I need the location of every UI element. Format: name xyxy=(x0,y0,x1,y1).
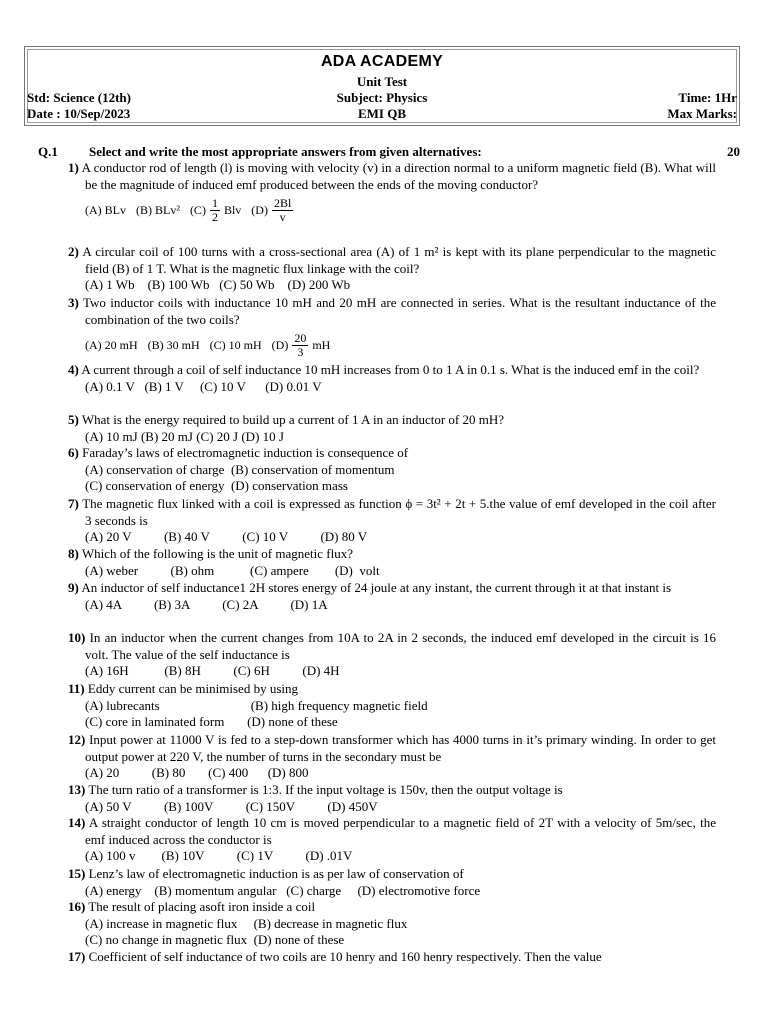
options: (A) lubrecants (B) high frequency magnetic field xyxy=(85,697,428,713)
question-text: Faraday’s laws of electromagnetic induction is consequence of xyxy=(82,445,409,460)
question-number: 4) xyxy=(68,362,79,377)
question-3 xyxy=(68,295,716,362)
question-number: 17) xyxy=(68,949,86,964)
options: (C) no change in magnetic flux (D) none of these xyxy=(85,932,345,948)
question-text: A current through a coil of self inductance 10 mH increases from 0 to 1 A in 0.1 s. What is the induced emf in the coil? xyxy=(81,362,700,377)
options: (A) energy (B) momentum angular (C) charge (D) electromotive force xyxy=(85,882,481,898)
question-16 xyxy=(68,899,716,949)
question-number: 8) xyxy=(68,546,79,561)
question-number: 10) xyxy=(68,630,86,645)
question-text: The result of placing asoft iron inside a coil xyxy=(88,899,316,914)
exam-header xyxy=(24,46,740,126)
options: (A) 100 v (B) 10V (C) 1V (D) .01V xyxy=(85,848,353,864)
option-c: (C) $\frac{1}{2}$ Blv xyxy=(189,195,242,224)
question-text: What is the energy required to build up a current of 1 A in an inductor of 20 mH? xyxy=(81,412,505,427)
options: (A) weber (B) ohm (C) ampere (D) volt xyxy=(85,562,380,578)
options: (A) 20 (B) 80 (C) 400 (D) 800 xyxy=(85,765,309,781)
question-7 xyxy=(68,496,716,546)
question-number: 16) xyxy=(68,899,86,914)
date: Date : 10/Sep/2023 xyxy=(27,106,131,121)
standard: Std: Science (12th) xyxy=(27,90,131,105)
options xyxy=(68,193,716,227)
question-number: 11) xyxy=(68,681,85,696)
topic: EMI QB xyxy=(357,106,407,121)
question-text: A straight conductor of length 10 cm is moved perpendicular to a magnetic field of 2T with a velocity of 5m/sec, the emf induced across the conductor is xyxy=(85,815,716,847)
options: (A) 0.1 V (B) 1 V (C) 10 V (D) 0.01 V xyxy=(85,378,322,394)
section-number: Q.1 xyxy=(38,144,58,159)
question-number: 15) xyxy=(68,866,86,881)
question-2 xyxy=(68,244,716,294)
option-c: (C) 10 mH xyxy=(209,337,262,352)
options: (C) core in laminated form (D) none of these xyxy=(85,714,338,730)
question-6 xyxy=(68,445,716,495)
question-text: A conductor rod of length (l) is moving with velocity (v) in a direction normal to a uniform magnetic field (B). What will be the magnitude of induced emf produced between the ends of the moving conductor? xyxy=(81,160,716,192)
question-15 xyxy=(68,866,716,899)
question-text: Input power at 11000 V is fed to a step-down transformer which has 4000 turns in it’s primary winding. In order to get output power at 220 V, the number of turns in the secondary must be xyxy=(85,732,716,764)
options: (A) 10 mJ (B) 20 mJ (C) 20 J (D) 10 J xyxy=(85,428,284,444)
question-8 xyxy=(68,546,716,579)
options: (A) conservation of charge (B) conservation of momentum xyxy=(85,461,395,477)
options xyxy=(68,328,716,362)
question-number: 3) xyxy=(68,295,79,310)
question-text: The turn ratio of a transformer is 1:3. If the input voltage is 150v, then the output voltage is xyxy=(88,782,563,797)
question-text: The magnetic flux linked with a coil is expressed as function ϕ = 3t² + 2t + 5.the value of emf developed in the coil after 3 seconds is xyxy=(82,496,717,528)
question-12 xyxy=(68,732,716,782)
option-d: (D) $\frac{2Bl}{v}$ xyxy=(251,195,292,224)
question-text: Coefficient of self inductance of two coils are 10 henry and 160 henry respectively. Then the value xyxy=(88,949,602,964)
options: (A) 1 Wb (B) 100 Wb (C) 50 Wb (D) 200 Wb xyxy=(85,277,351,293)
question-number: 6) xyxy=(68,445,79,460)
question-9 xyxy=(68,580,716,613)
option-b: (B) 30 mH xyxy=(147,337,200,352)
question-14 xyxy=(68,815,716,865)
question-11 xyxy=(68,681,716,731)
question-text: Lenz’s law of electromagnetic induction is as per law of conservation of xyxy=(88,866,464,881)
options: (A) increase in magnetic flux (B) decrease in magnetic flux xyxy=(85,915,408,931)
question-text: An inductor of self inductance1 2H stores energy of 24 joule at any instant, the current through it at that instant is xyxy=(81,580,672,595)
question-10 xyxy=(68,630,716,680)
section-marks: 20 xyxy=(727,144,740,159)
test-type: Unit Test xyxy=(356,74,408,89)
question-number: 12) xyxy=(68,732,86,747)
question-1 xyxy=(68,160,716,227)
question-number: 9) xyxy=(68,580,79,595)
options: (A) 4A (B) 3A (C) 2A (D) 1A xyxy=(85,596,328,612)
question-4 xyxy=(68,362,716,395)
option-a: (A) 20 mH xyxy=(85,337,138,352)
max-marks: Max Marks: xyxy=(667,106,737,121)
options: (A) 50 V (B) 100V (C) 150V (D) 450V xyxy=(85,798,378,814)
subject: Subject: Physics xyxy=(336,90,428,105)
school-name: ADA ACADEMY xyxy=(320,53,444,70)
option-d: (D) $\frac{20}{3}$ mH xyxy=(271,330,331,359)
question-text: Eddy current can be minimised by using xyxy=(87,681,298,696)
question-text: In an inductor when the current changes from 10A to 2A in 2 seconds, the induced emf developed in the circuit is 16 volt. The value of the self inductance is xyxy=(85,630,717,662)
question-13 xyxy=(68,782,716,815)
question-number: 14) xyxy=(68,815,86,830)
question-5 xyxy=(68,412,716,445)
option-b: (B) BLv² xyxy=(136,202,180,217)
question-number: 1) xyxy=(68,160,79,175)
question-number: 5) xyxy=(68,412,79,427)
question-17 xyxy=(68,949,716,966)
options: (A) 20 V (B) 40 V (C) 10 V (D) 80 V xyxy=(85,529,368,545)
question-text: Two inductor coils with inductance 10 mH and 20 mH are connected in series. What is the resultant inductance of the combination of the two coils? xyxy=(82,295,716,327)
option-a: (A) BLv xyxy=(85,202,126,217)
options: (A) 16H (B) 8H (C) 6H (D) 4H xyxy=(85,663,340,679)
question-text: Which of the following is the unit of magnetic flux? xyxy=(81,546,353,561)
question-number: 7) xyxy=(68,496,79,511)
section-instruction: Select and write the most appropriate answers from given alternatives: xyxy=(89,144,482,159)
question-number: 2) xyxy=(68,244,79,259)
question-number: 13) xyxy=(68,782,86,797)
time: Time: 1Hr xyxy=(678,90,737,105)
options: (C) conservation of energy (D) conservation mass xyxy=(85,478,348,494)
question-text: A circular coil of 100 turns with a cross-sectional area (A) of 1 m² is kept with its plane perpendicular to the magnetic field (B) of 1 T. What is the magnetic flux linkage with the coil? xyxy=(82,244,716,276)
